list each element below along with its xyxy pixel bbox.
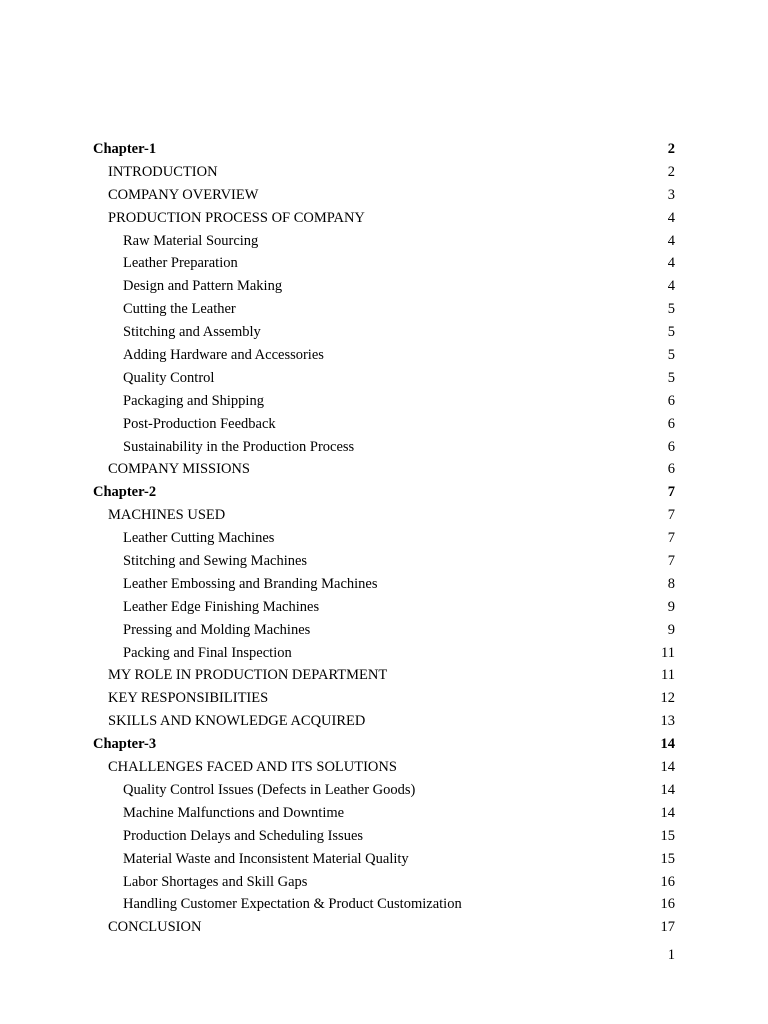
toc-entry-title: Adding Hardware and Accessories [123, 347, 324, 364]
page-number: 1 [667, 947, 675, 963]
toc-subsection-entry[interactable] [93, 871, 675, 894]
toc-subsection-entry[interactable] [93, 893, 675, 916]
toc-section-entry[interactable] [93, 756, 675, 779]
toc-entry-page: 5 [667, 301, 675, 318]
toc-entry-title: COMPANY OVERVIEW [108, 186, 259, 203]
toc-entry-title: Design and Pattern Making [123, 278, 283, 295]
toc-entry-page: 4 [667, 209, 675, 226]
toc-entry-title: Labor Shortages and Skill Gaps [123, 873, 308, 890]
toc-entry-page: 4 [667, 278, 675, 295]
toc-subsection-entry[interactable] [93, 344, 675, 367]
toc-entry-title: Post-Production Feedback [123, 415, 276, 432]
toc-entry-page: 11 [661, 644, 675, 661]
toc-entry-title: Handling Customer Expectation & Product Customization [123, 896, 462, 913]
toc-entry-page: 7 [667, 484, 675, 501]
toc-entry-title: CHALLENGES FACED AND ITS SOLUTIONS [108, 759, 397, 776]
toc-entry-page: 5 [667, 324, 675, 341]
toc-subsection-entry[interactable] [93, 413, 675, 436]
toc-section-entry[interactable] [93, 504, 675, 527]
toc-subsection-entry[interactable] [93, 642, 675, 665]
toc-entry-page: 14 [660, 759, 675, 776]
toc-entry-title: MY ROLE IN PRODUCTION DEPARTMENT [108, 667, 388, 684]
toc-entry-page: 7 [667, 553, 675, 570]
toc-entry-title: Raw Material Sourcing [123, 232, 259, 249]
toc-entry-title: Packing and Final Inspection [123, 644, 292, 661]
toc-entry-title: Stitching and Assembly [123, 324, 261, 341]
toc-entry-title: Quality Control [123, 369, 215, 386]
toc-entry-page: 15 [660, 850, 675, 867]
toc-subsection-entry[interactable] [93, 802, 675, 825]
toc-subsection-entry[interactable] [93, 825, 675, 848]
toc-entry-page: 15 [660, 827, 675, 844]
toc-entry-title: MACHINES USED [108, 507, 226, 524]
toc-entry-title: Pressing and Molding Machines [123, 621, 311, 638]
toc-entry-page: 6 [667, 438, 675, 455]
toc-section-entry[interactable] [93, 161, 675, 184]
toc-chapter-entry[interactable] [93, 733, 675, 756]
toc-subsection-entry[interactable] [93, 527, 675, 550]
toc-entry-page: 6 [667, 415, 675, 432]
toc-entry-page: 14 [660, 781, 675, 798]
toc-entry-title: Material Waste and Inconsistent Material Quality [123, 850, 409, 867]
toc-entry-title: Quality Control Issues (Defects in Leather Goods) [123, 781, 416, 798]
toc-entry-page: 16 [660, 873, 675, 890]
toc-entry-title: Production Delays and Scheduling Issues [123, 827, 364, 844]
toc-section-entry[interactable] [93, 458, 675, 481]
toc-entry-page: 7 [667, 507, 675, 524]
toc-entry-title: KEY RESPONSIBILITIES [108, 690, 269, 707]
table-of-contents [93, 138, 675, 939]
toc-section-entry[interactable] [93, 184, 675, 207]
toc-entry-title: Chapter-1 [93, 141, 157, 157]
toc-subsection-entry[interactable] [93, 550, 675, 573]
toc-section-entry[interactable] [93, 664, 675, 687]
toc-entry-page: 4 [667, 255, 675, 272]
toc-entry-title: Leather Embossing and Branding Machines [123, 575, 378, 592]
toc-entry-page: 3 [667, 186, 675, 203]
toc-entry-page: 13 [660, 713, 675, 730]
toc-subsection-entry[interactable] [93, 573, 675, 596]
toc-entry-page: 11 [661, 667, 675, 684]
toc-entry-title: Leather Cutting Machines [123, 530, 275, 547]
toc-entry-page: 14 [660, 736, 675, 753]
toc-section-entry[interactable] [93, 687, 675, 710]
toc-subsection-entry[interactable] [93, 848, 675, 871]
toc-entry-title: CONCLUSION [108, 919, 202, 936]
toc-entry-title: Machine Malfunctions and Downtime [123, 804, 345, 821]
toc-subsection-entry[interactable] [93, 619, 675, 642]
toc-entry-title: Chapter-2 [93, 484, 157, 501]
toc-subsection-entry[interactable] [93, 252, 675, 275]
toc-chapter-entry[interactable] [93, 481, 675, 504]
toc-subsection-entry[interactable] [93, 390, 675, 413]
toc-entry-title: Packaging and Shipping [123, 392, 264, 409]
toc-entry-page: 9 [667, 598, 675, 615]
toc-entry-page: 2 [667, 141, 675, 157]
toc-entry-page: 5 [667, 347, 675, 364]
toc-entry-page: 8 [667, 575, 675, 592]
toc-entry-page: 6 [667, 461, 675, 478]
toc-entry-page: 12 [660, 690, 675, 707]
toc-entry-page: 16 [660, 896, 675, 913]
toc-entry-page: 9 [667, 621, 675, 638]
toc-entry-title: Stitching and Sewing Machines [123, 553, 308, 570]
toc-section-entry[interactable] [93, 207, 675, 230]
toc-subsection-entry[interactable] [93, 298, 675, 321]
toc-entry-page: 4 [667, 232, 675, 249]
toc-subsection-entry[interactable] [93, 436, 675, 459]
toc-entry-title: SKILLS AND KNOWLEDGE ACQUIRED [108, 713, 366, 730]
toc-entry-page: 6 [667, 392, 675, 409]
toc-entry-page: 14 [660, 804, 675, 821]
toc-entry-page: 2 [667, 163, 675, 180]
toc-chapter-entry[interactable] [93, 138, 675, 161]
toc-entry-page: 5 [667, 369, 675, 386]
toc-entry-title: COMPANY MISSIONS [108, 461, 250, 478]
toc-entry-title: Chapter-3 [93, 736, 157, 753]
toc-entry-title: Sustainability in the Production Process [123, 438, 355, 455]
toc-subsection-entry[interactable] [93, 779, 675, 802]
toc-entry-page: 17 [660, 919, 675, 936]
toc-section-entry[interactable] [93, 916, 675, 939]
toc-entry-title: PRODUCTION PROCESS OF COMPANY [108, 209, 365, 226]
toc-entry-title: Leather Edge Finishing Machines [123, 598, 320, 615]
toc-entry-title: Cutting the Leather [123, 301, 236, 318]
toc-entry-title: INTRODUCTION [108, 163, 218, 180]
toc-section-entry[interactable] [93, 710, 675, 733]
toc-entry-page: 7 [667, 530, 675, 547]
toc-subsection-entry[interactable] [93, 230, 675, 253]
toc-entry-title: Leather Preparation [123, 255, 238, 272]
toc-subsection-entry[interactable] [93, 321, 675, 344]
toc-subsection-entry[interactable] [93, 596, 675, 619]
toc-subsection-entry[interactable] [93, 275, 675, 298]
toc-subsection-entry[interactable] [93, 367, 675, 390]
